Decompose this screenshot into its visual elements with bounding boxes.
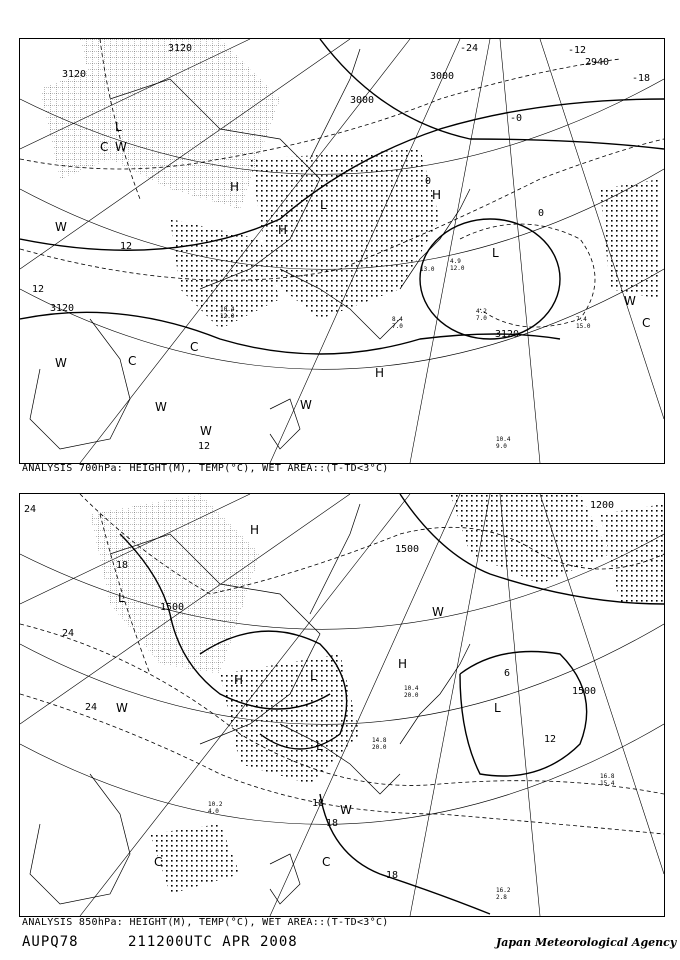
low-symbol: L bbox=[316, 739, 323, 753]
contour-label: 1200 bbox=[590, 500, 615, 511]
warm-symbol: W bbox=[432, 605, 444, 619]
contour-label: 12 bbox=[544, 734, 557, 745]
contour-label: 3000 bbox=[430, 71, 455, 82]
station-obs: 7.4 15.0 bbox=[576, 316, 591, 330]
contour-label: 3000 bbox=[350, 95, 375, 106]
contour-label: 3120 bbox=[168, 43, 193, 54]
station-obs: 8.4 7.0 bbox=[392, 316, 403, 330]
caption-700: ANALYSIS 700hPa: HEIGHT(M), TEMP(°C), WET AREA::(T-TD<3°C) bbox=[22, 463, 389, 474]
cold-symbol: C bbox=[190, 340, 199, 354]
contour-label: 0 bbox=[538, 208, 545, 219]
warm-symbol: W bbox=[624, 294, 636, 308]
low-symbol: L bbox=[310, 669, 317, 683]
cold-symbol: C bbox=[128, 354, 137, 368]
contour-label: 18 bbox=[116, 560, 129, 571]
station-obs: 16.8 15.4 bbox=[600, 773, 615, 787]
station-obs: 4.2 7.0 bbox=[476, 308, 487, 322]
cold-symbol: C bbox=[642, 316, 651, 330]
station-obs: 10.4 12.0 bbox=[220, 306, 235, 320]
contour-label: 0 bbox=[425, 176, 432, 187]
warm-symbol: W bbox=[55, 356, 67, 370]
cold-symbol: C bbox=[100, 140, 109, 154]
contour-label: 6 bbox=[504, 668, 511, 679]
high-symbol: H bbox=[278, 223, 288, 237]
cold-symbol: C bbox=[154, 855, 163, 869]
low-symbol: L bbox=[494, 701, 501, 715]
station-obs: 14.8 20.0 bbox=[372, 737, 387, 751]
contour-label: -12 bbox=[568, 45, 587, 56]
contour-label: 24 bbox=[24, 504, 37, 515]
high-symbol: H bbox=[398, 657, 408, 671]
agency-credit: Japan Meteorological Agency bbox=[496, 936, 677, 949]
analysis-850hpa-map bbox=[19, 493, 665, 917]
contour-label: 3120 bbox=[62, 69, 87, 80]
high-symbol: H bbox=[230, 180, 240, 194]
warm-symbol: W bbox=[115, 140, 127, 154]
warm-symbol: W bbox=[116, 701, 128, 715]
contour-label: 12 bbox=[32, 284, 45, 295]
warm-symbol: W bbox=[55, 220, 67, 234]
contour-label: 24 bbox=[85, 702, 98, 713]
contour-label: -24 bbox=[460, 43, 479, 54]
station-obs: 10.4 9.0 bbox=[496, 436, 511, 450]
station-obs: 4.9 12.0 bbox=[450, 258, 465, 272]
contour-label: 3120 bbox=[50, 303, 75, 314]
map-850-svg bbox=[20, 494, 664, 916]
contour-label: -0 bbox=[510, 113, 523, 124]
valid-time: 211200UTC APR 2008 bbox=[128, 934, 298, 950]
low-symbol: L bbox=[492, 246, 499, 260]
contour-label: 3120 bbox=[495, 329, 520, 340]
high-symbol: H bbox=[375, 366, 385, 380]
analysis-700hpa-map bbox=[19, 38, 665, 464]
contour-label: 12 bbox=[198, 441, 211, 452]
contour-label: 18 bbox=[386, 870, 399, 881]
high-symbol: H bbox=[234, 673, 244, 687]
contour-label: 1500 bbox=[572, 686, 597, 697]
high-symbol: H bbox=[250, 523, 260, 537]
contour-label: 1500 bbox=[395, 544, 420, 555]
low-symbol: L bbox=[320, 198, 327, 212]
contour-label: 24 bbox=[62, 628, 75, 639]
warm-symbol: W bbox=[200, 424, 212, 438]
contour-label: 12 bbox=[120, 241, 133, 252]
warm-symbol: W bbox=[155, 400, 167, 414]
high-symbol: H bbox=[432, 188, 442, 202]
station-obs: 10.4 20.0 bbox=[404, 685, 419, 699]
chart-identifier: AUPQ78 bbox=[22, 934, 79, 950]
low-symbol: L bbox=[115, 120, 122, 134]
contour-label: 2940 bbox=[585, 57, 610, 68]
map-700-svg bbox=[20, 39, 664, 463]
warm-symbol: W bbox=[300, 398, 312, 412]
warm-symbol: W bbox=[340, 803, 352, 817]
caption-850: ANALYSIS 850hPa: HEIGHT(M), TEMP(°C), WET AREA::(T-TD<3°C) bbox=[22, 917, 389, 928]
wet-area-700 bbox=[40, 39, 660, 329]
contour-label: 18 bbox=[312, 798, 325, 809]
station-obs: 13.0 bbox=[420, 266, 435, 273]
station-obs: 16.2 2.8 bbox=[496, 887, 511, 901]
low-symbol: L bbox=[118, 591, 125, 605]
station-obs: 10.2 4.0 bbox=[208, 801, 223, 815]
contour-label: 1500 bbox=[160, 602, 185, 613]
contour-label: -18 bbox=[632, 73, 651, 84]
contour-label: 18 bbox=[326, 818, 339, 829]
cold-symbol: C bbox=[322, 855, 331, 869]
